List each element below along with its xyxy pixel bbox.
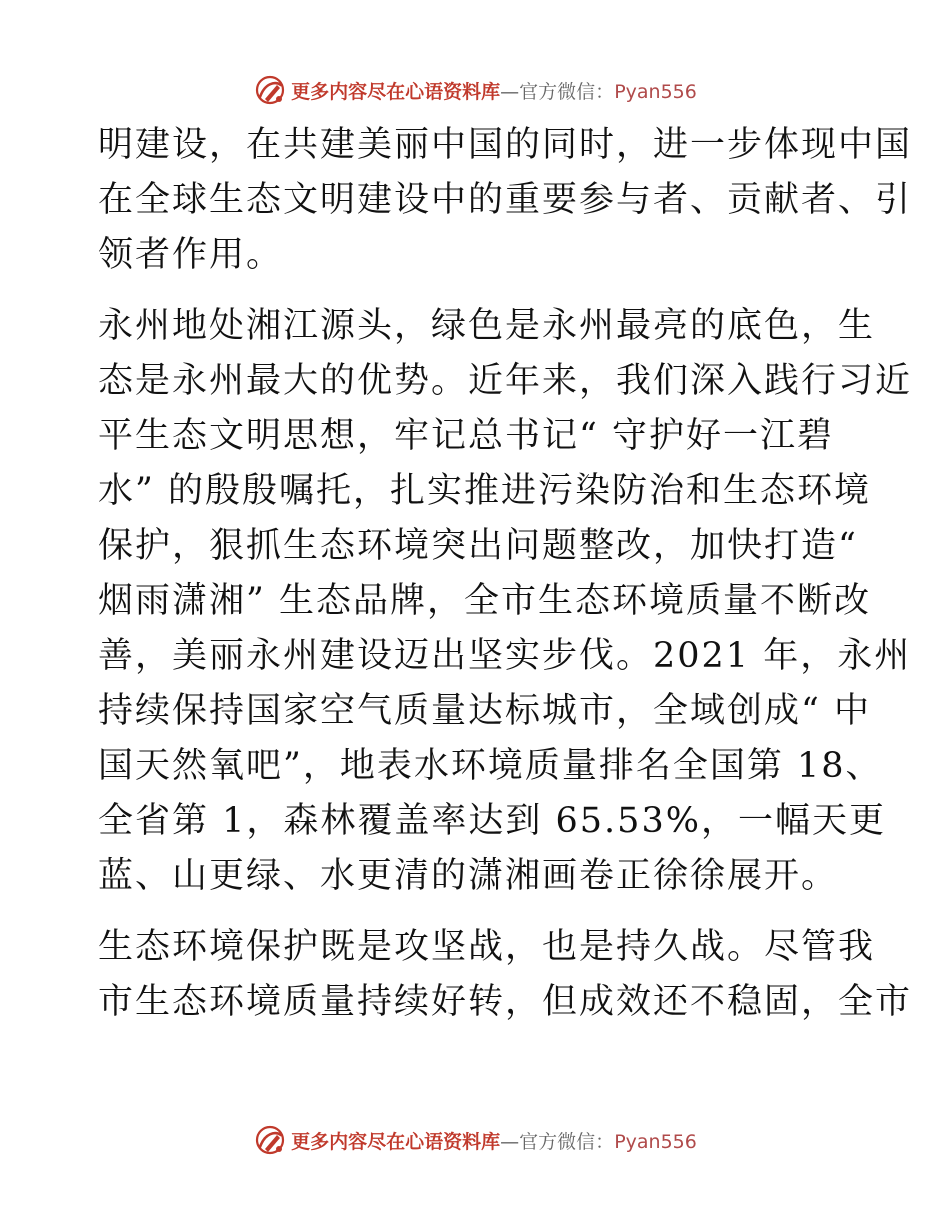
paragraph-line: 蓝、山更绿、水更清的潇湘画卷正徐徐展开。 — [98, 856, 839, 896]
paragraph-line: 持续保持国家空气质量达标城市，全域创成“ 中 — [98, 691, 872, 731]
footer-banner-inner — [253, 1123, 697, 1157]
paragraph-line: 烟雨潇湘” 生态品牌，全市生态环境质量不断改 — [98, 581, 872, 621]
header-banner-inner — [253, 73, 697, 107]
header-wechat-id: Pyan556 — [614, 80, 697, 103]
paragraph-3 — [98, 920, 913, 1030]
paragraph-line: 在全球生态文明建设中的重要参与者、贡献者、引 — [98, 180, 913, 220]
header-site-text: 更多内容尽在心语资料库 — [291, 80, 501, 103]
paragraph-line: 明建设，在共建美丽中国的同时，进一步体现中国 — [98, 125, 913, 165]
paragraph-2 — [98, 299, 913, 904]
paragraph-line: 永州地处湘江源头，绿色是永州最亮的底色，生 — [98, 306, 876, 346]
paragraph-line: 善，美丽永州建设迈出坚实步伐。2021 年，永州 — [98, 636, 912, 676]
paragraph-line: 市生态环境质量持续好转，但成效还不稳固，全市 — [98, 982, 913, 1022]
footer-dash: — — [500, 1130, 520, 1153]
paragraph-line: 国天然氧吧”，地表水环境质量排名全国第 18、 — [98, 746, 883, 786]
paragraph-line: 领者作用。 — [98, 235, 284, 275]
header-banner-text — [291, 77, 697, 104]
footer-banner — [0, 1120, 950, 1160]
pen-swirl-logo-icon — [253, 73, 287, 107]
footer-site-text: 更多内容尽在心语资料库 — [291, 1130, 501, 1153]
header-banner — [0, 70, 950, 110]
footer-banner-text — [291, 1127, 697, 1154]
paragraph-1 — [98, 118, 913, 283]
paragraph-line: 保护，狠抓生态环境突出问题整改，加快打造“ — [98, 526, 858, 566]
header-dash: — — [500, 80, 520, 103]
paragraph-line: 态是永州最大的优势。近年来，我们深入践行习近 — [98, 361, 913, 401]
paragraph-line: 生态环境保护既是攻坚战，也是持久战。尽管我 — [98, 927, 876, 967]
paragraph-line: 全省第 1，森林覆盖率达到 65.53%，一幅天更 — [98, 801, 886, 841]
paragraph-line: 水” 的殷殷嘱托，扎实推进污染防治和生态环境 — [98, 471, 872, 511]
header-label-text: 官方微信： — [519, 80, 615, 103]
footer-label-text: 官方微信： — [519, 1130, 615, 1153]
document-body — [98, 118, 913, 1030]
footer-wechat-id: Pyan556 — [614, 1130, 697, 1153]
pen-swirl-logo-icon — [253, 1123, 287, 1157]
paragraph-line: 平生态文明思想，牢记总书记“ 守护好一江碧 — [98, 416, 835, 456]
